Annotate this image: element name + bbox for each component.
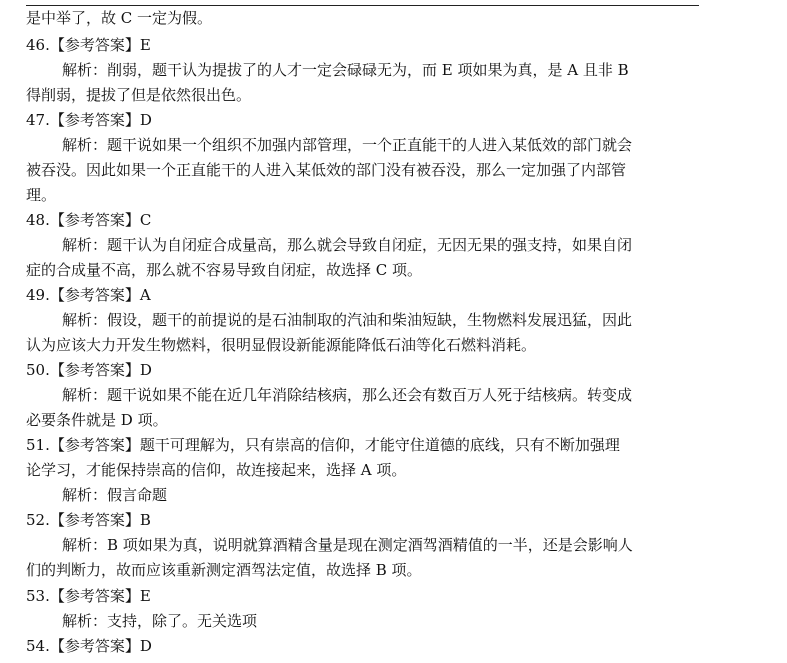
explanation-50-line-1: 解析：题干说如果不能在近几年消除结核病，那么还会有数百万人死于结核病。转变成 [62, 386, 633, 404]
explanation-47-line-2: 被吞没。因此如果一个正直能干的人进入某低效的部门没有被吞没，那么一定加强了内部管 [26, 161, 627, 179]
explanation-46-line-2: 得削弱，提拔了但是依然很出色。 [26, 86, 252, 104]
explanation-53-line-1: 解析：支持，除了。无关选项 [62, 612, 258, 630]
answer-explanations [26, 0, 699, 663]
continuation-text-line: 是中举了，故 C 一定为假。 [26, 9, 213, 27]
answer-54-heading: 54.【参考答案】D [26, 637, 152, 655]
answer-49-heading: 49.【参考答案】A [26, 286, 151, 304]
explanation-51-line-1: 解析：假言命题 [62, 486, 168, 504]
answer-51-line-2: 论学习，才能保持崇高的信仰，故连接起来，选择 A 项。 [26, 461, 407, 479]
answer-53-heading: 53.【参考答案】E [26, 587, 151, 605]
explanation-49-line-1: 解析：假设，题干的前提说的是石油制取的汽油和柴油短缺，生物燃料发展迅猛，因此 [62, 311, 633, 329]
explanation-48-line-1: 解析：题干认为自闭症合成量高，那么就会导致自闭症，无因无果的强支持，如果自闭 [62, 236, 633, 254]
answer-46-heading: 46.【参考答案】E [26, 36, 151, 54]
explanation-47-line-3: 理。 [26, 186, 57, 204]
explanation-46-line-1: 解析：削弱，题干认为提拔了的人才一定会碌碌无为，而 E 项如果为真，是 A 且非 B [62, 61, 629, 79]
explanation-47-line-1: 解析：题干说如果一个组织不加强内部管理，一个正直能干的人进入某低效的部门就会 [62, 136, 633, 154]
explanation-50-line-2: 必要条件就是 D 项。 [26, 411, 168, 429]
explanation-48-line-2: 症的合成量不高，那么就不容易导致自闭症，故选择 C 项。 [26, 261, 423, 279]
answer-48-heading: 48.【参考答案】C [26, 211, 152, 229]
answer-51-heading: 51.【参考答案】题干可理解为，只有崇高的信仰，才能守住道德的底线，只有不断加强理 [26, 436, 620, 454]
answer-50-heading: 50.【参考答案】D [26, 361, 152, 379]
answer-47-heading: 47.【参考答案】D [26, 111, 152, 129]
answer-52-heading: 52.【参考答案】B [26, 511, 151, 529]
explanation-52-line-2: 们的判断力，故而应该重新测定酒驾法定值，故选择 B 项。 [26, 561, 422, 579]
explanation-49-line-2: 认为应该大力开发生物燃料，很明显假设新能源能降低石油等化石燃料消耗。 [26, 336, 537, 354]
explanation-52-line-1: 解析：B 项如果为真，说明就算酒精含量是现在测定酒驾酒精值的一半，还是会影响人 [62, 536, 633, 554]
